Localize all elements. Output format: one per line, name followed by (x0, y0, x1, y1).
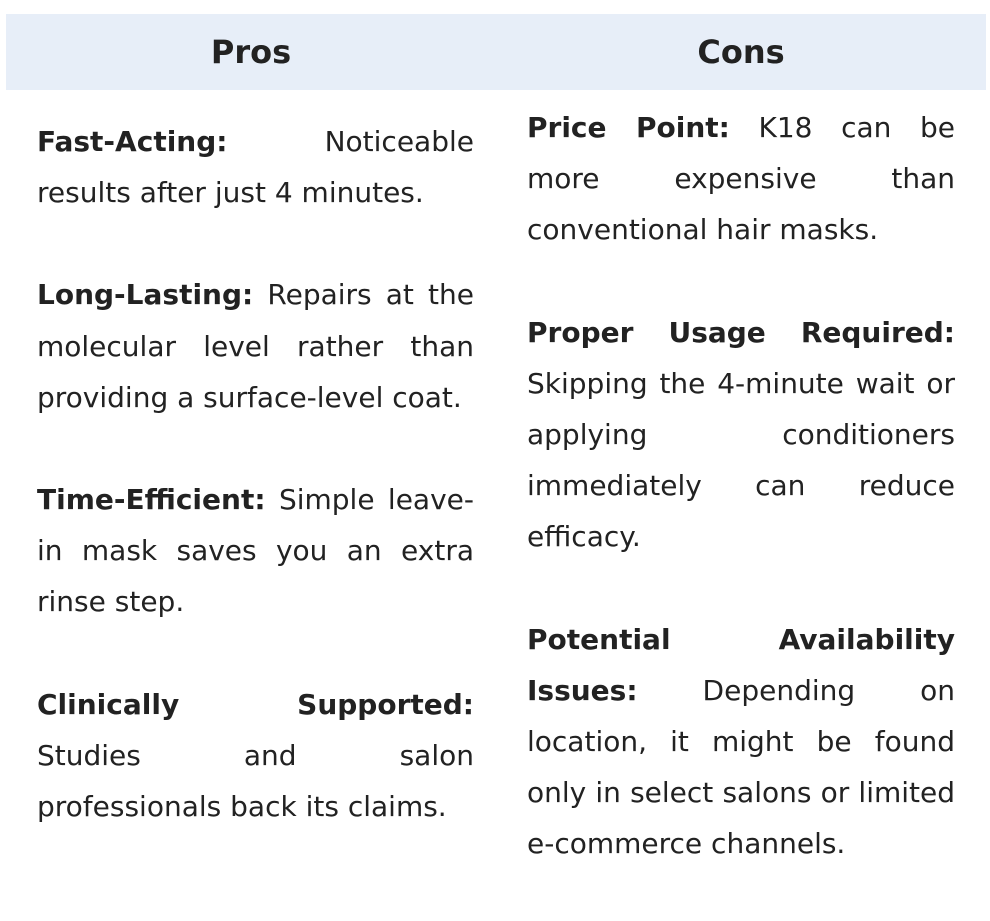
con-term: Potential Availability Issues: (527, 622, 955, 707)
con-text: Depending on location, it might be found only in select salons or limited e-commerce channels. (527, 673, 955, 861)
pro-item-fast-acting (37, 116, 474, 218)
con-item-availability (527, 614, 955, 870)
pro-term: Fast-Acting: (37, 125, 228, 158)
pros-column (6, 90, 496, 921)
pro-text: Simple leave-in mask saves you an extra rinse step. (37, 483, 474, 619)
con-term: Proper Usage Required: (527, 315, 955, 349)
pro-text: Studies and salon professionals back its claims. (37, 738, 474, 824)
pro-term: Clinically Supported: (37, 687, 474, 721)
pro-term: Long-Lasting: (37, 278, 254, 312)
cons-column (496, 90, 986, 921)
con-text: Skipping the 4-minute wait or applying conditioners immediately can reduce efficacy. (527, 366, 955, 554)
pro-item-time-efficient (37, 474, 474, 628)
pro-term: Time-Efficient: (37, 483, 266, 517)
pros-cons-table (6, 14, 986, 921)
table-header (6, 14, 986, 90)
con-text: K18 can be more expensive than conventional hair masks. (527, 111, 956, 247)
con-term: Price Point: (527, 111, 730, 144)
pros-header: Pros (210, 33, 292, 71)
con-item-proper-usage (527, 307, 955, 563)
cons-header: Cons (697, 33, 785, 71)
pro-text: Noticeable results after just 4 minutes. (37, 125, 474, 210)
table-body (6, 90, 986, 921)
pro-item-clinically-supported (37, 679, 474, 833)
con-item-price-point (527, 102, 955, 256)
pro-text: Repairs at the molecular level rather than providing a surface-level coat. (37, 278, 475, 414)
pro-item-long-lasting (37, 269, 474, 423)
